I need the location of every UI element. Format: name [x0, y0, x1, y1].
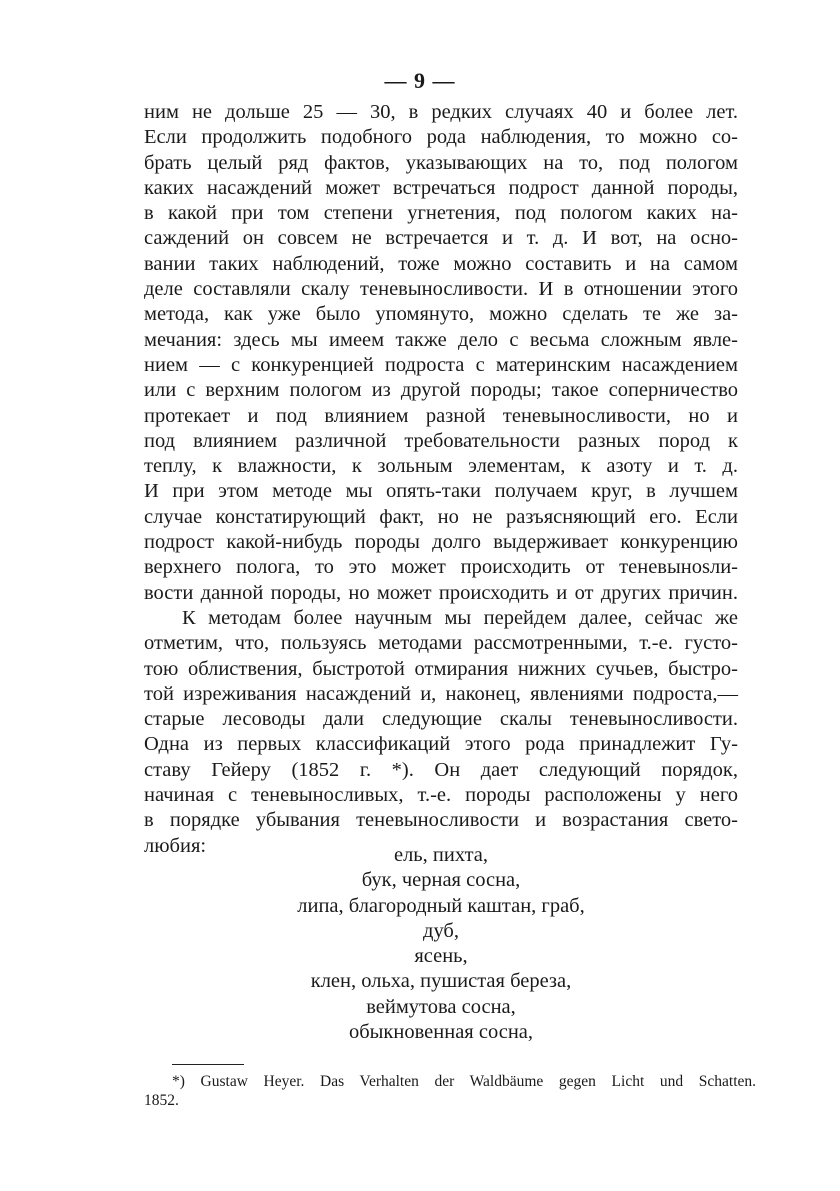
text-line: протекает и под влиянием разной теневыносливости, но и: [144, 404, 738, 427]
text-line: случае констатирующий факт, но не разъясняющий его. Если: [144, 505, 738, 528]
text-line: ним не дольше 25 — 30, в редких случаях 40 и более лет.: [144, 101, 738, 123]
text-line: И при этом методе мы опять-таки получаем круг, в лучшем: [144, 480, 738, 503]
text-line: вости данной породы, но может происходить и от других причин.: [144, 581, 738, 604]
text-line: подрост какой-нибудь породы долго выдерживает конкуренцию: [144, 531, 738, 554]
text-line: мечания: здесь мы имеем также дело с весьма сложным явле-: [144, 328, 738, 351]
text-line: Если продолжить подобного рода наблюдения, то можно со-: [144, 126, 738, 149]
text-line: той изреживания насаждений и, наконец, явлениями подроста,—: [144, 682, 738, 705]
text-line: деле составляли скалу теневыносливости. И в отношении этого: [144, 278, 738, 301]
text-line: ставу Гейеру (1852 г. *). Он дает следующий порядок,: [144, 758, 738, 781]
text-line: каких насаждений может встречаться подрост данной породы,: [144, 176, 738, 199]
footnote: [144, 1072, 756, 1110]
text-line: в порядке убывания теневыносливости и возрастания свето-: [144, 809, 738, 832]
text-line: верхнего полога, то это может происходить от теневынosли-: [144, 556, 738, 579]
footnote-divider: [172, 1064, 244, 1065]
text-line: вании таких наблюдений, тоже можно составить и на самом: [144, 252, 738, 275]
list-item: ель, пихта,: [393, 844, 489, 866]
page-number: — 9 —: [384, 68, 456, 93]
text-line: тою облиствения, быстротой отмирания нижних сучьев, быстро-: [144, 657, 738, 680]
list-item: ясень,: [414, 945, 468, 968]
text-line: Одна из первых классификаций этого рода принадлежит Гу-: [144, 733, 738, 756]
species-list: [144, 843, 738, 1045]
text-line: метода, как уже было упомянуто, можно сделать те же за-: [144, 303, 738, 326]
body-text: [144, 100, 738, 859]
text-line: брать целый ряд фактов, указывающих на то, под пологом: [144, 151, 738, 174]
text-line: отметим, что, пользуясь методами рассмотренными, т.-е. густо-: [144, 632, 738, 655]
text-line: теплу, к влажности, к зольным элементам, к азоту и т. д.: [144, 455, 738, 478]
text-line: саждений он совсем не встречается и т. д. И вот, на осно-: [144, 227, 738, 250]
list-item: липа, благородный каштан, граб,: [297, 894, 585, 917]
list-item: веймутова сосна,: [366, 995, 516, 1018]
text-line: под влиянием различной требовательности разных пород к: [144, 429, 738, 452]
text-line: начиная с теневыносливых, т.-е. породы расположены у него: [144, 784, 738, 807]
list-item: обыкновенная сосна,: [348, 1021, 534, 1044]
list-item: клен, ольха, пушистая береза,: [310, 970, 572, 993]
text-line: или с верхним пологом из другой породы; такое соперничество: [144, 379, 738, 402]
text-line: нием — с конкуренцией подроста с материнским насаждением: [144, 353, 738, 376]
footnote-year: 1852.: [144, 1092, 179, 1109]
text-line: К методам более научным мы перейдем далее, сейчас же: [182, 606, 738, 629]
list-item: бук, черная сосна,: [361, 869, 521, 892]
text-line: старые лесоводы дали следующие скалы теневыносливости.: [144, 708, 738, 731]
footnote-text: *) Gustaw Heyer. Das Verhalten der Waldbäume gegen Licht und Schatten.: [172, 1073, 756, 1090]
list-item: дуб,: [423, 919, 459, 942]
text-line: любия:: [144, 834, 207, 857]
text-line: в какой при том степени угнетения, под пологом каких на-: [144, 202, 738, 225]
